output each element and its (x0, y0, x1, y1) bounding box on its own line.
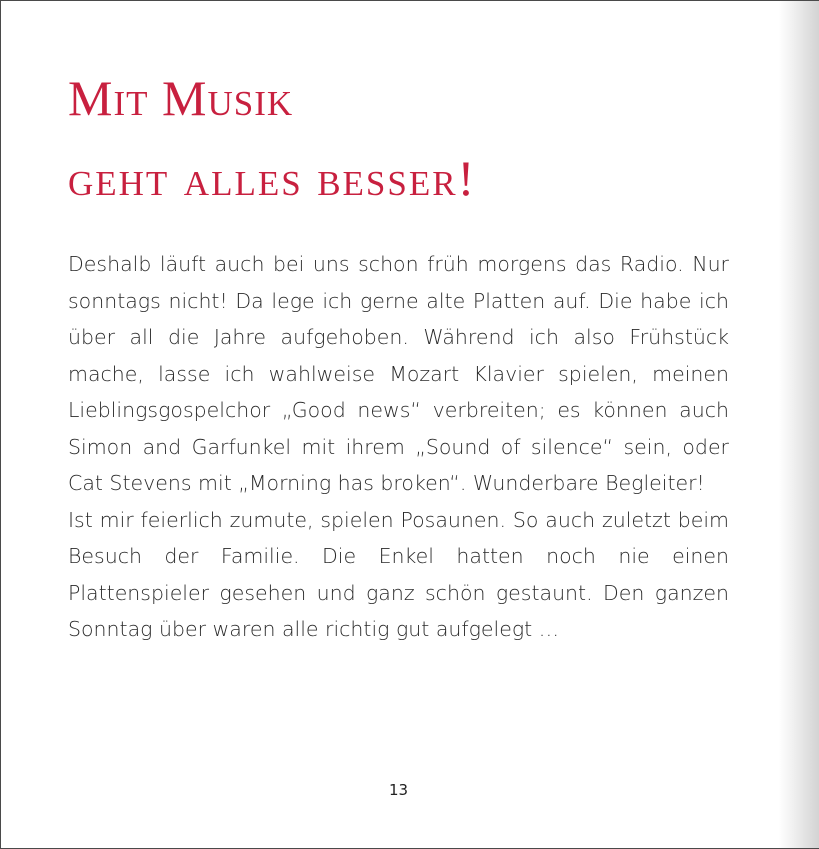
title-line-1: Mit Musik (68, 70, 294, 126)
paragraph-2: Ist mir feierlich zumute, spielen Posaunen. So auch zuletzt beim Besuch der Familie. Die Enkel hatten noch nie einen Plattenspieler gesehen und ganz schön gestaunt. Den ganzen Sonntag über waren alle richtig gut aufgelegt … (68, 507, 729, 641)
page-number: 13 (388, 781, 409, 799)
paragraph-1: Deshalb läuft auch bei uns schon früh morgens das Radio. Nur sonntags nicht! Da lege ich gerne alte Platten auf. Die habe ich über all die Jahre aufgehoben. Während ich also Frühstück mache, lasse ich wahlweise Mozart Klavier spielen, meinen Lieblingsgospelchor „Good news“ verbreiten; es können auch Simon and Garfunkel mit ihrem „Sound of silence“ sein, oder Cat Stevens mit „Morning has broken“. Wunderbare Begleiter! (68, 252, 729, 495)
title-line-2: geht alles besser! (68, 150, 477, 206)
gutter-shadow (779, 1, 819, 848)
body-text (68, 246, 729, 648)
page-title (68, 70, 477, 206)
